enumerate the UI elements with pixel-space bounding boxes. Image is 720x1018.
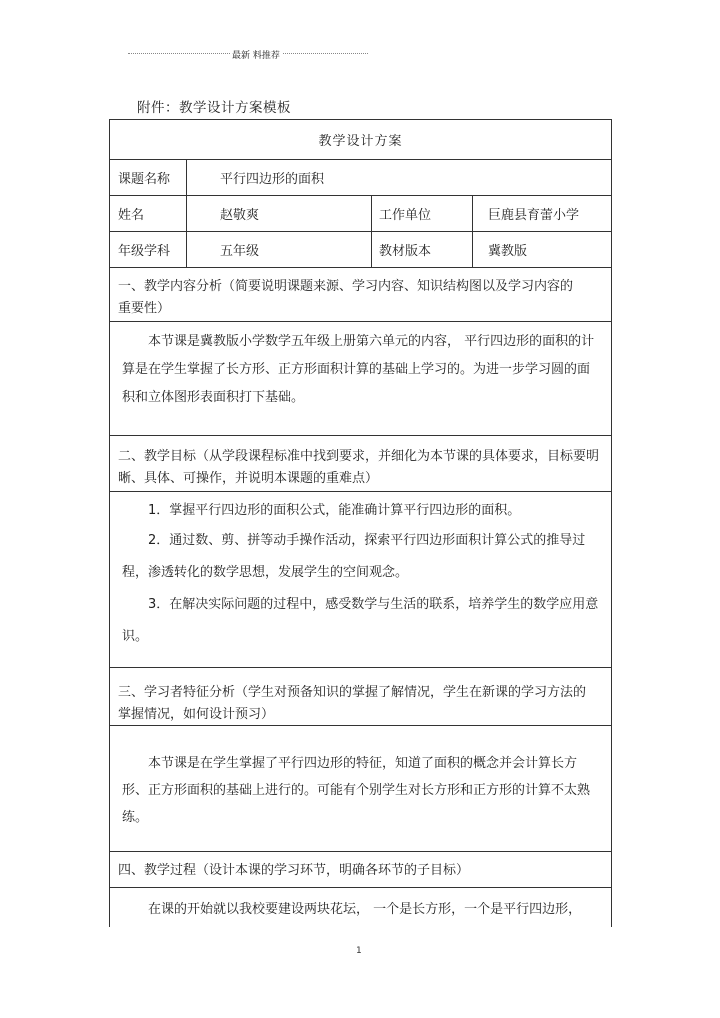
section2-heading: 二、教学目标（从学段课程标准中找到要求，并细化为本节课的具体要求，目标要明晰、具体、可操作，并说明本课题的重难点） [118,449,600,486]
unit-label: 工作单位 [379,208,432,223]
section3-heading: 三、学习者特征分析（学生对预备知识的掌握了解情况，学生在新课的学习方法的掌握情况，如何设计预习） [118,685,587,722]
goal-2: 2．通过数、剪、拼等动手操作活动，探索平行四边形面积计算公式的推导过程，渗透转化的数学思想，发展学生的空间观念。 [122,533,586,580]
header-text: 最新 料推荐 [230,48,282,61]
grade-label: 年级学科 [118,244,171,259]
name-value: 赵敬爽 [220,208,260,223]
attachment-label: 附件：教学设计方案模板 [137,100,291,116]
section3-body-row [110,726,611,852]
goal-1: 1．掌握平行四边形的面积公式，能准确计算平行四边形的面积。 [148,503,521,518]
section3-head-row [110,668,611,726]
page-number: 1 [356,946,362,956]
section4-head-row [110,852,611,888]
name-label: 姓名 [118,208,145,223]
edition-label: 教材版本 [379,244,432,259]
goal-3: 3．在解决实际问题的过程中，感受数学与生活的联系，培养学生的数学应用意识。 [122,597,599,644]
edition-value: 冀教版 [488,244,528,259]
section1-head-row [110,268,611,322]
grade-value: 五年级 [220,244,260,259]
grade-row [110,232,611,268]
design-table [109,119,612,927]
section1-body-row [110,322,611,436]
section3-body: 本节课是在学生掌握了平行四边形的特征，知道了面积的概念并会计算长方形、正方形面积的基础上进行的。可能有个别学生对长方形和正方形的计算不太熟练。 [122,756,591,825]
section4-body-area [110,888,611,924]
unit-value: 巨鹿县育蕾小学 [488,208,580,223]
section1-heading: 一、教学内容分析（简要说明课题来源、学习内容、知识结构图以及学习内容的重要性） [118,279,574,316]
topic-label: 课题名称 [118,172,171,187]
table-title-row [110,120,611,160]
topic-value: 平行四边形的面积 [220,172,325,187]
name-row [110,196,611,232]
section1-body: 本节课是冀教版小学数学五年级上册第六单元的内容， 平行四边形的面积的计算是在学生掌握了长方形、正方形面积计算的基础上学习的。为进一步学习圆的面积和立体图形表面积打下基础。 [122,334,595,405]
section2-body-row [110,492,611,668]
table-title: 教学设计方案 [318,134,403,149]
section2-head-row [110,436,611,492]
section4-heading: 四、教学过程（设计本课的学习环节，明确各环节的子目标） [118,863,470,878]
section4-body: 在课的开始就以我校要建设两块花坛， 一个是长方形，一个是平行四边形， [148,902,582,917]
topic-row [110,160,611,196]
